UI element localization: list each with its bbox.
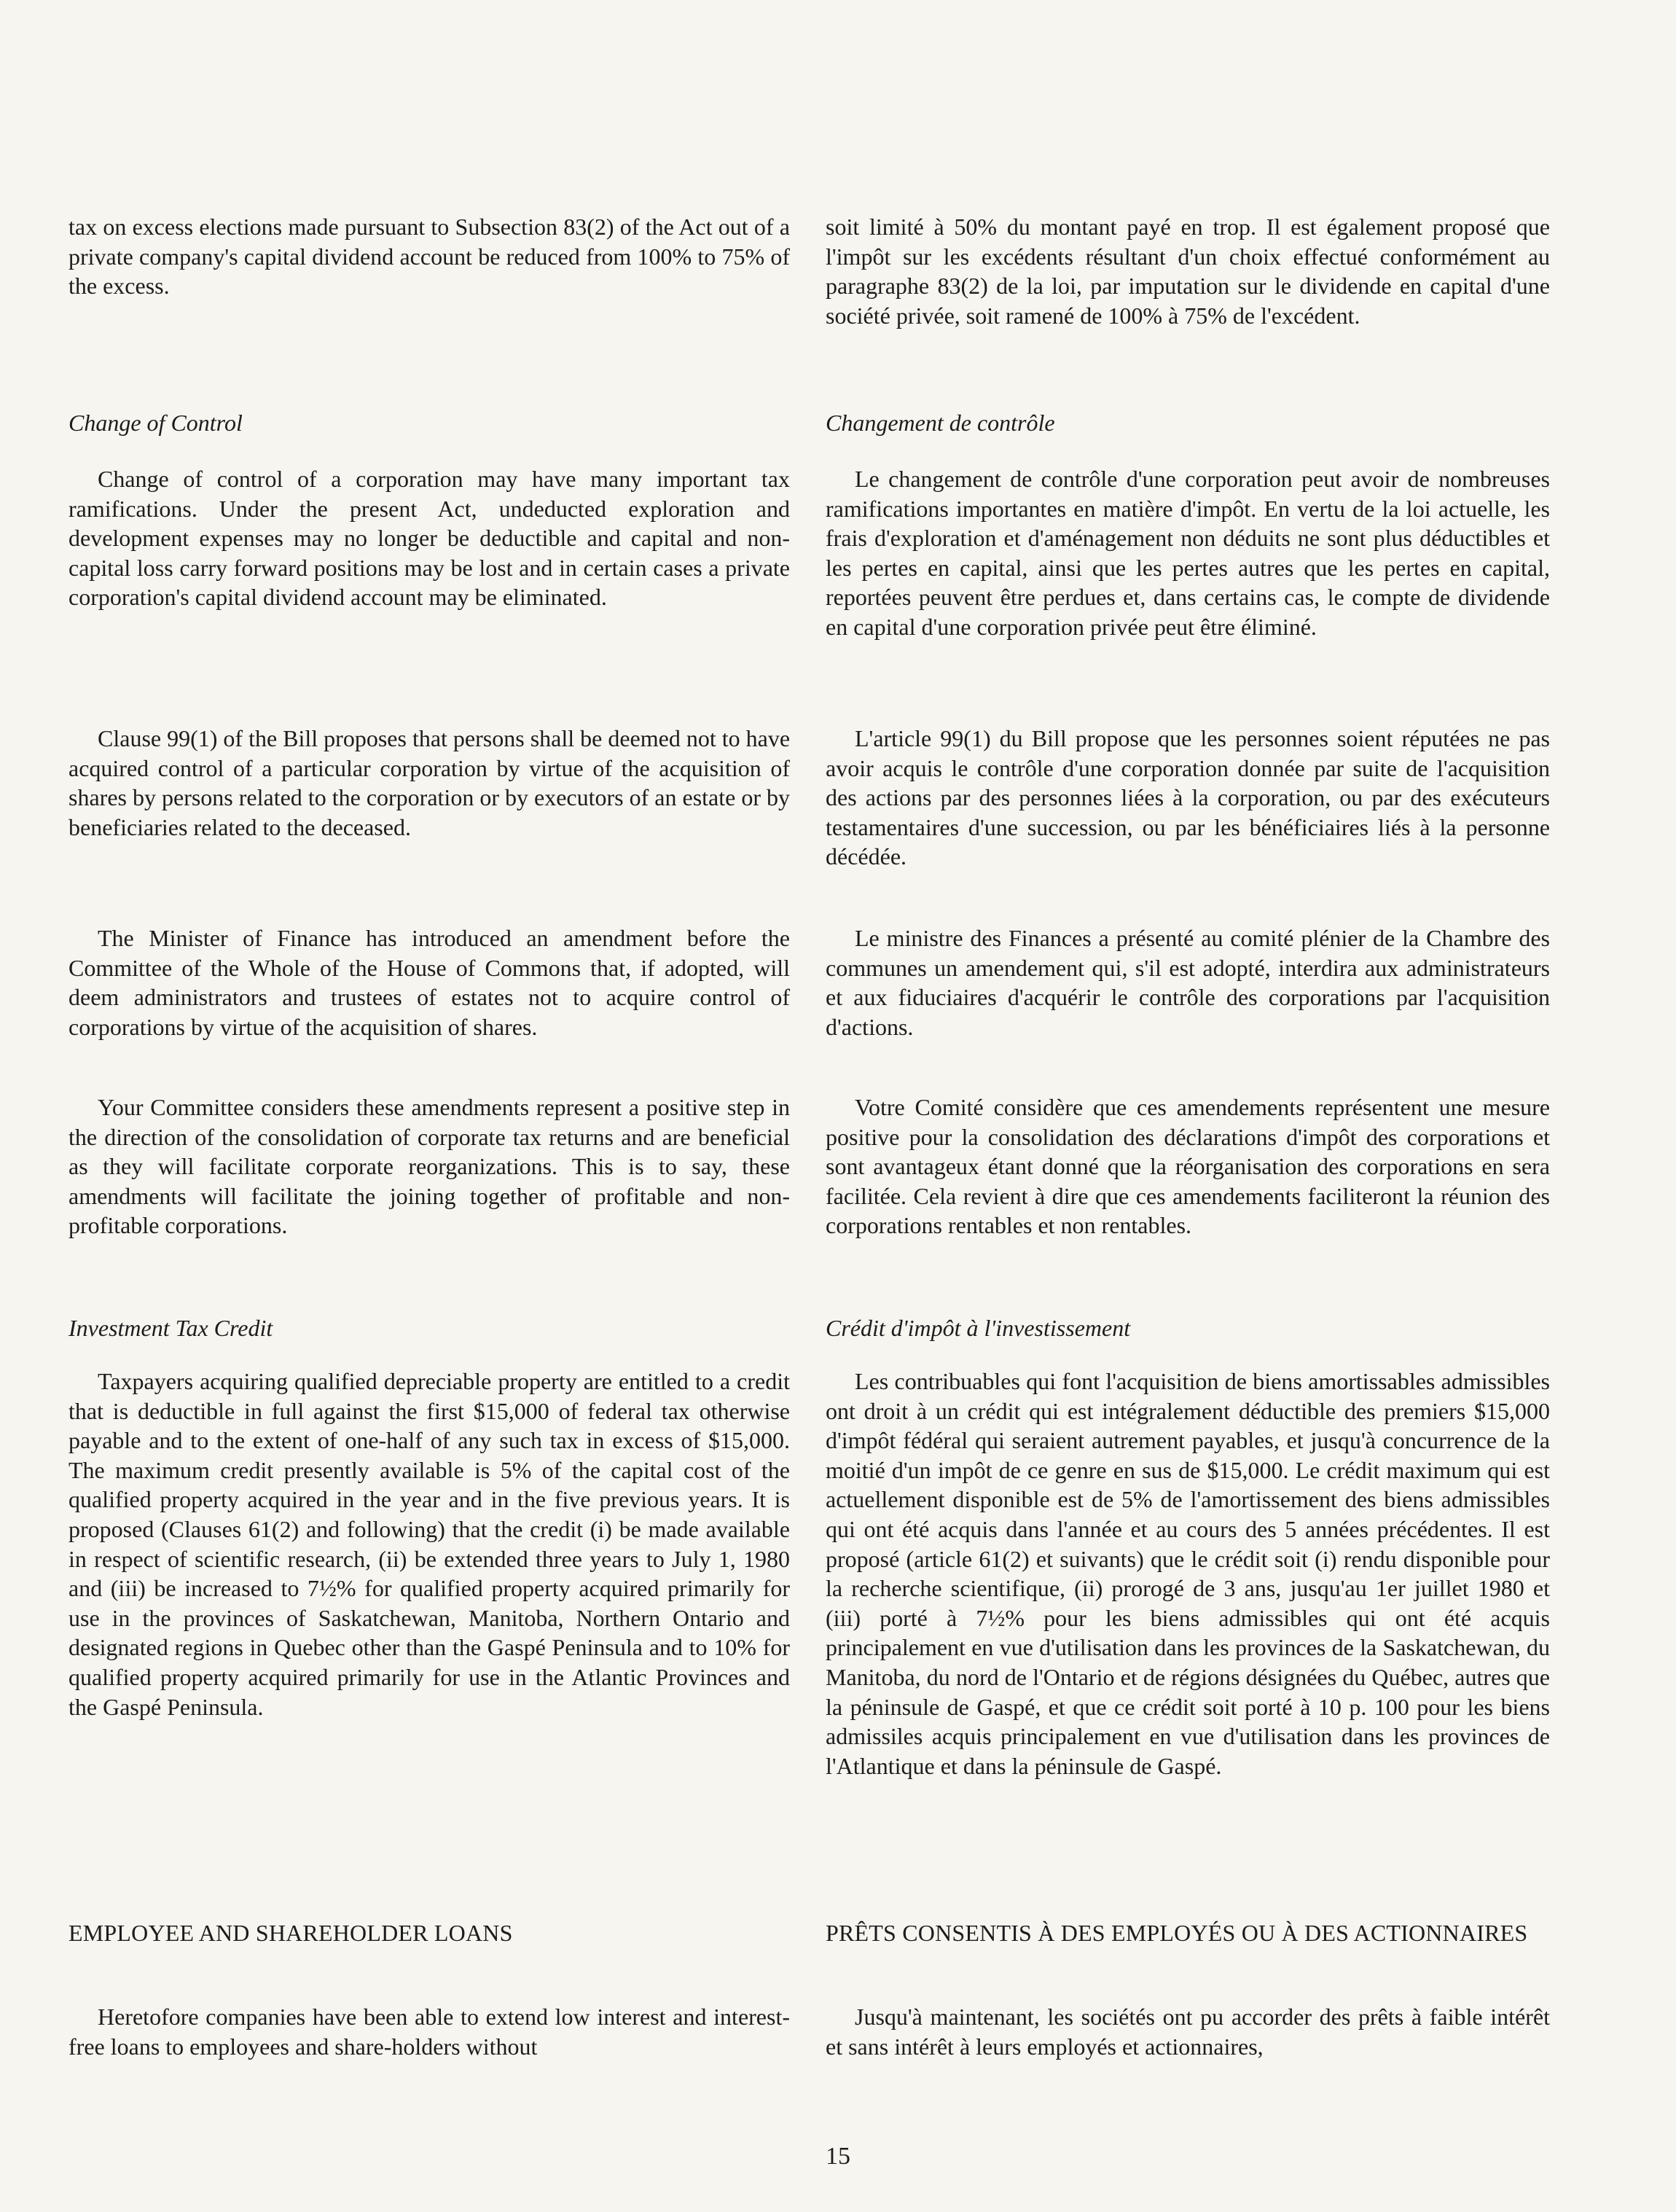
fr-committee-view-paragraph: Votre Comité considère que ces amendements représentent une mesure positive pour la consolidation des déclarations d'impôt des corporations et sont avantageux étant donné que la réorganisation des corporations en sera facilitée. Cela revient à dire que ces amendements faciliteront la réunion des corporations rentables et non rentables.	[826, 1094, 1550, 1239]
en-loans-paragraph: Heretofore companies have been able to extend low interest and interest-free loans to employees and share-holders without	[68, 2004, 790, 2060]
fr-change-of-control-paragraph: Le changement de contrôle d'une corporation peut avoir de nombreuses ramifications importantes en matière d'impôt. En vertu de la loi actuelle, les frais d'exploration et d'aménagement non déduits ne sont plus déductibles et les pertes en capital, ainsi que les pertes autres que les pertes en capital, reportées peuvent être perdues et, dans certains cas, le compte de dividende en capital d'une corporation privée peut être éliminé.	[826, 466, 1550, 640]
en-minister-amendment-paragraph: The Minister of Finance has introduced an amendment before the Committee of the Whole of the House of Commons that, if adopted, will deem administrators and trustees of estates not to acquire control of corporations by virtue of the acquisition of shares.	[68, 925, 790, 1040]
fr-itc-heading: Crédit d'impôt à l'investissement	[826, 1315, 1131, 1341]
fr-clause-99-paragraph: L'article 99(1) du Bill propose que les personnes soient réputées ne pas avoir acquis le contrôle d'une corporation donnée par suite de l'acquisition des actions par des personnes liées à la corporation, ou par des exécuteurs testamentaires d'une succession, ou par les bénéficiaires liés à la personne décédée.	[826, 725, 1550, 870]
fr-loans-heading: PRÊTS CONSENTIS À DES EMPLOYÉS OU À DES ACTIONNAIRES	[826, 1920, 1528, 1946]
fr-loans-paragraph: Jusqu'à maintenant, les sociétés ont pu accorder des prêts à faible intérêt et sans intérêt à leurs employés et actionnaires,	[826, 2004, 1550, 2060]
fr-itc-paragraph: Les contribuables qui font l'acquisition de biens amortissables admissibles ont droit à un crédit qui est intégralement déductible des premiers $15,000 d'impôt fédéral qui seraient autrement payables, et jusqu'à concurrence de la moitié d'un impôt de ce genre en sus de $15,000. Le crédit maximum qui est actuellement disponible est de 5% de l'amortissement des biens admissibles qui ont été acquis dans l'année et au cours des 5 années précédentes. Il est proposé (article 61(2) et suivants) que le crédit soit (i) rendu disponible pour la recherche scientifique, (ii) prorogé de 3 ans, jusqu'au 1er juillet 1980 et (iii) porté à 7½% pour les biens admissibles qui ont été acquis principalement en vue d'utilisation dans les provinces de la Saskatchewan, du Manitoba, du nord de l'Ontario et de régions désignées du Québec, autres que la péninsule de Gaspé, et que ce crédit soit porté à 10 p. 100 pour les biens admissiles acquis principalement en vue d'utilisation dans les provinces de l'Atlantique et dans la péninsule de Gaspé.	[826, 1368, 1550, 1779]
en-loans-heading: EMPLOYEE AND SHAREHOLDER LOANS	[68, 1920, 513, 1946]
en-itc-heading: Investment Tax Credit	[68, 1315, 273, 1341]
en-change-of-control-heading: Change of Control	[68, 410, 243, 436]
en-intro-paragraph: tax on excess elections made pursuant to Subsection 83(2) of the Act out of a private company's capital dividend account be reduced from 100% to 75% of the excess.	[68, 214, 790, 300]
fr-change-of-control-heading: Changement de contrôle	[826, 410, 1055, 436]
en-clause-99-paragraph: Clause 99(1) of the Bill proposes that persons shall be deemed not to have acquired control of a particular corporation by virtue of the acquisition of shares by persons related to the corporation or by executors of an estate or by beneficiaries related to the deceased.	[68, 725, 791, 840]
fr-intro-paragraph: soit limité à 50% du montant payé en trop. Il est également proposé que l'impôt sur les excédents résultant d'un choix effectué conformément au paragraphe 83(2) de la loi, par imputation sur le dividende en capital d'une société privée, soit ramené de 100% à 75% de l'excédent.	[826, 214, 1550, 329]
en-change-of-control-paragraph: Change of control of a corporation may have many important tax ramifications. Under the present Act, undeducted exploration and development expenses may no longer be deductible and capital and non-capital loss carry forward positions may be lost and in certain cases a private corporation's capital dividend account may be eliminated.	[68, 466, 790, 611]
en-committee-view-paragraph: Your Committee considers these amendments represent a positive step in the direction of the consolidation of corporate tax returns and are beneficial as they will facilitate corporate reorganizations. This is to say, these amendments will facilitate the joining together of profitable and non-profitable corporations.	[68, 1094, 790, 1239]
en-itc-paragraph: Taxpayers acquiring qualified depreciable property are entitled to a credit that is deductible in full against the first $15,000 of federal tax otherwise payable and to the extent of one-half of any such tax in excess of $15,000. The maximum credit presently available is 5% of the capital cost of the qualified property acquired in the year and in the five previous years. It is proposed (Clauses 61(2) and following) that the credit (i) be made available in respect of scientific research, (ii) be extended three years to July 1, 1980 and (iii) be increased to 7½% for qualified property acquired primarily for use in the provinces of Saskatchewan, Manitoba, Northern Ontario and designated regions in Quebec other than the Gaspé Peninsula and to 10% for qualified property acquired primarily for use in the Atlantic Provinces and the Gaspé Peninsula.	[68, 1368, 790, 1720]
fr-minister-amendment-paragraph: Le ministre des Finances a présenté au comité plénier de la Chambre des communes un amendement qui, s'il est adopté, interdira aux administrateurs et aux fiduciaires d'acquérir le contrôle des corporations par l'acquisition d'actions.	[826, 925, 1550, 1040]
page-number: 15	[826, 2143, 850, 2170]
